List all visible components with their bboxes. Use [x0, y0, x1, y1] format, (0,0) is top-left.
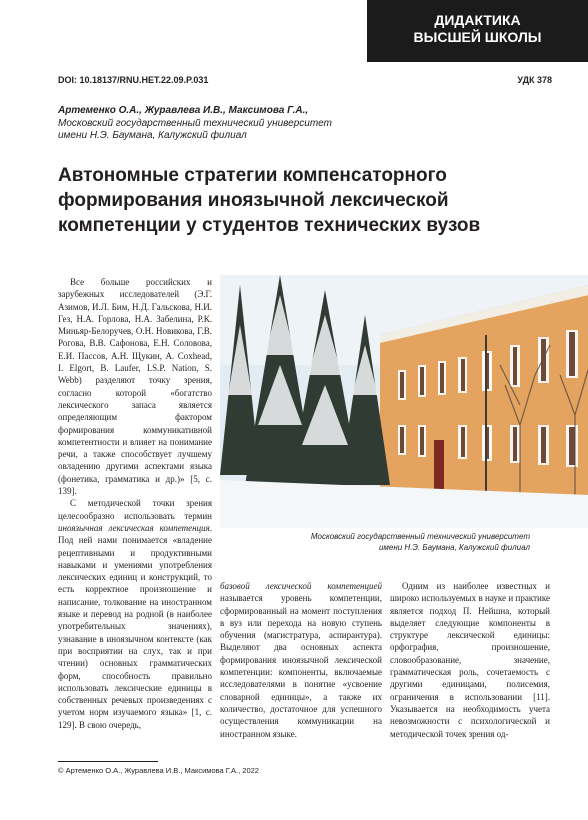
paragraph-intro: Все больше российских и зарубежных исследователей (Э.Г. Азимов, И.Л. Бим, Н.Д. Гальскова, Н.И. Гез, Н.А. Горлова, Н.А. Забелина, Р.К. Миньяр-Белоручев, О.Н. Новикова, Г.В. Рогова, В.В. Сафонова, Е.Н. Соловова, Е.И. Пассов, А.Н. Щукин, A. Coxhead, I. Elgort, B. Laufer, I.S.P. Nation, S. Webb) разделяют точку зрения, согласно которой «богатство лексического запаса является определяющим фактором формирования коммуникативной компетентности и влияет на понимание речи, а также способствует лучшему овладению другими аспектами языка (фонетика, грамматика и др.)» [5, с. 139].: [58, 277, 212, 497]
footnote-divider: [58, 761, 158, 762]
definition-term: иноязычная лексическая компетенция: [58, 522, 210, 533]
title-line2: формирования иноязычной лексической: [58, 190, 449, 211]
definition-lead: С методической точки зрения целесообразно использовать термин: [58, 498, 212, 521]
doi-label[interactable]: DOI: 10.18137/RNU.HET.22.09.P.031: [58, 75, 209, 85]
copyright-notice: © Артеменко О.А., Журавлева И.В., Максимова Г.А., 2022: [58, 766, 259, 775]
udc-label: УДК 378: [517, 75, 552, 85]
base-competence-term: базовой лексической компетенцией: [220, 581, 382, 591]
paragraph-base-competence: [220, 580, 382, 740]
affiliation-line1: Московский государственный технический университет: [58, 117, 332, 129]
campus-photo: [220, 275, 588, 528]
author-block: [58, 105, 498, 143]
caption-line2: имени Н.Э. Баумана, Калужский филиал: [378, 542, 530, 552]
paragraph-definition: [58, 497, 212, 731]
affiliation-line2: имени Н.Э. Баумана, Калужский филиал: [58, 130, 247, 141]
title-line3: компетенции у студентов технических вузов: [58, 215, 481, 236]
base-competence-body: называется уровень компетенции, сформированный на момент поступления в вуз или перехода на новую ступень обучения (магистратура, аспирантура). Выделяют два основных аспекта формирования иноязычной лексической компетенции: компоненты, включаемые исследователями в понятие «усвоение словарной единицы», а также их количество, достаточное для успешного осуществления коммуникации на иностранном языке.: [220, 593, 382, 739]
definition-body: . Под ней нами понимается «владение рецептивными и продуктивными навыками и умениями употребления лексических единиц и конструкций, то есть корректное произношение и написание, толкование на иностранном языке и перевод на родной (в наиболее употребительных значениях), узнавание в иноязычном контексте (как при восприятии на слух, так и при чтении) основных грамматических форм, способность правильно использовать лексические единицы в собственных речевых произведениях с учетом норм изучаемого языка» [1, с. 129]. В свою очередь,: [58, 522, 212, 730]
title-line1: Автономные стратегии компенсаторного: [58, 165, 447, 186]
photo-caption: [250, 532, 530, 553]
article-title: [58, 163, 558, 238]
text-column-left: [58, 276, 212, 731]
section-label-line2: ВЫСШЕЙ ШКОЛЫ: [413, 29, 542, 45]
caption-line1: Московский государственный технический университет: [310, 532, 530, 541]
section-tab: [367, 0, 588, 62]
text-column-middle: [220, 580, 382, 740]
author-names: Артеменко О.А., Журавлева И.В., Максимова Г.А.,: [58, 105, 309, 116]
text-column-right: [390, 580, 550, 740]
section-label-line1: ДИДАКТИКА: [434, 12, 521, 28]
paragraph-nation-approach: Одним из наиболее известных и широко используемых в науке и практике является подход П. Нейшна, который выделяет следующие компоненты в структуре лексической единицы: орфография, произношение, словообразование, значение, грамматическая роль, сочетаемость с другими единицами, полисемия, ограничения в использовании [11]. Указывается на необходимость учета невозможности с психологической и методической точек зрения од-: [390, 581, 550, 739]
campus-photo-image: [220, 275, 588, 528]
